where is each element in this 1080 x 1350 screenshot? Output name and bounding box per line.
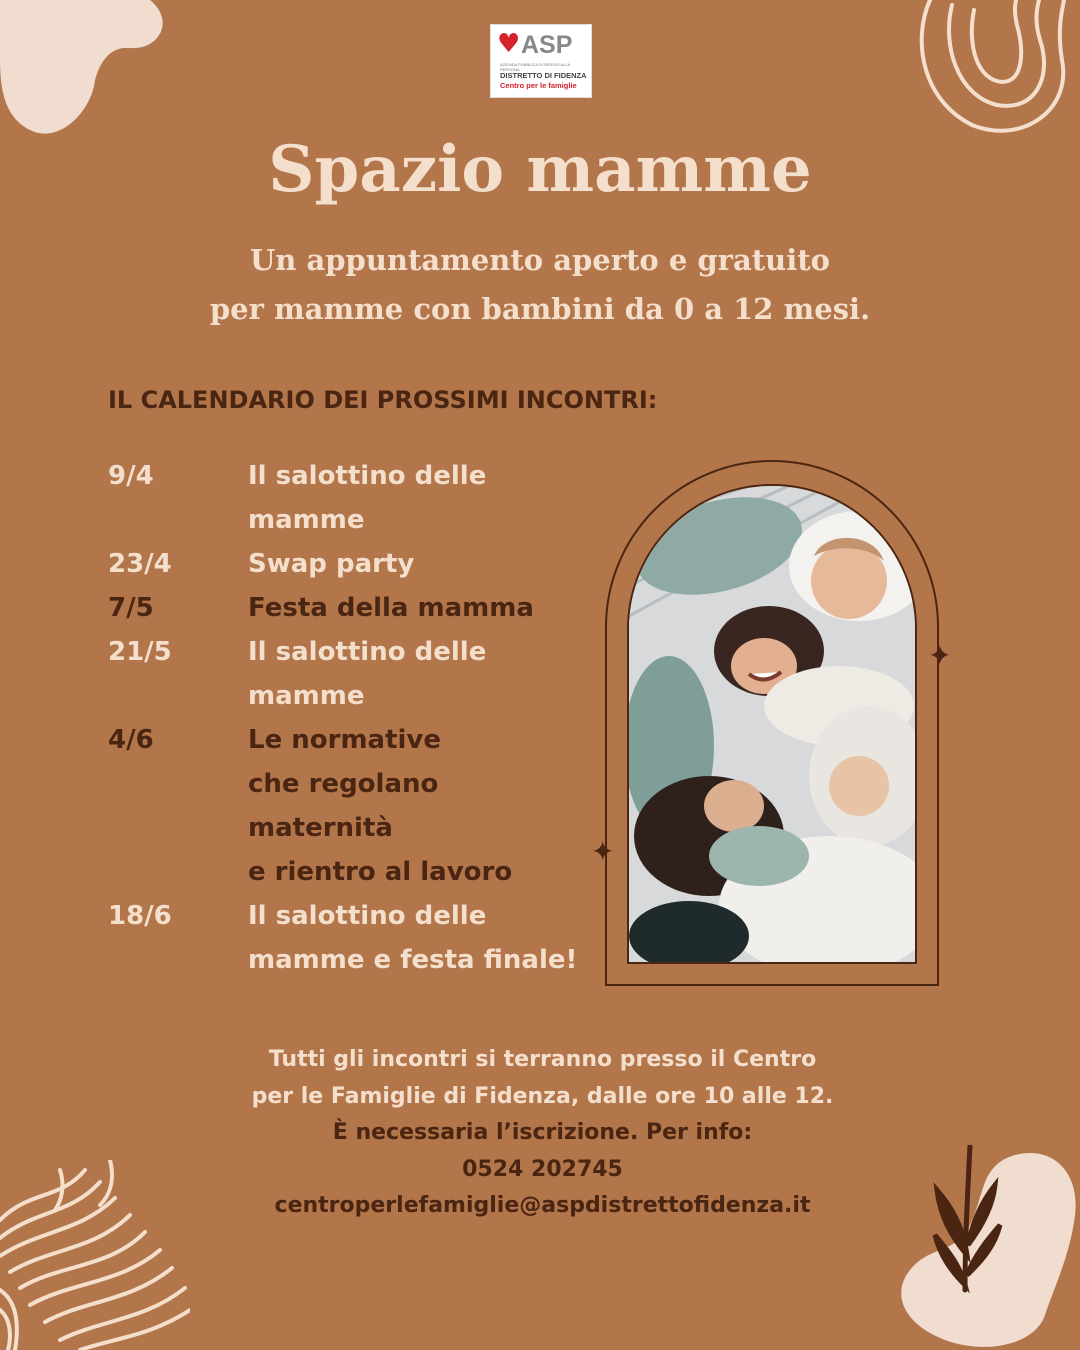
schedule-date-spacer <box>108 938 248 982</box>
subtitle-line: per mamme con bambini da 0 a 12 mesi. <box>209 292 871 326</box>
info-line: È necessaria l’iscrizione. Per info: <box>332 1120 753 1145</box>
schedule-row <box>108 542 598 586</box>
schedule-event: Il salottino delle <box>248 901 487 931</box>
top-right-swirl <box>912 0 1080 140</box>
schedule-date-spacer <box>108 762 248 806</box>
info-line: 0524 202745 <box>462 1156 623 1182</box>
schedule-date-spacer <box>108 674 248 718</box>
schedule-event: maternità <box>248 813 393 843</box>
schedule-row <box>108 498 598 542</box>
schedule-event: che regolano <box>248 769 439 799</box>
schedule-event: mamme e festa finale! <box>248 945 578 975</box>
schedule-row <box>108 586 598 630</box>
photo-illustration <box>629 486 917 964</box>
logo-center: Centro per le famiglie <box>500 81 577 90</box>
schedule-row <box>108 630 598 674</box>
schedule-event: Il salottino delle <box>248 637 487 667</box>
logo-tagline: AZIENDA PUBBLICA DI SERVIZI ALLA PERSONA <box>500 62 570 72</box>
schedule-date: 9/4 <box>108 461 154 491</box>
schedule-event: mamme <box>248 681 365 711</box>
logo-district: DISTRETTO DI FIDENZA <box>500 71 587 80</box>
schedule-row <box>108 894 598 938</box>
schedule-date-spacer <box>108 498 248 542</box>
info-line: per le Famiglie di Fidenza, dalle ore 10 alle 12. <box>251 1083 834 1109</box>
sparkle-icon: ✦ <box>928 639 952 672</box>
mothers-babies-photo <box>627 484 917 964</box>
schedule-date: 21/5 <box>108 637 172 667</box>
schedule-row <box>108 454 598 498</box>
schedule-row <box>108 674 598 718</box>
info-block <box>0 1042 1080 1225</box>
sparkle-icon: ✦ <box>591 835 615 868</box>
page-title: Spazio mamme <box>268 132 812 207</box>
schedule-date: 23/4 <box>108 549 172 579</box>
info-line: centroperlefamiglie@aspdistrettofidenza.it <box>274 1193 811 1218</box>
info-line: Tutti gli incontri si terranno presso il Centro <box>268 1047 817 1072</box>
schedule-row <box>108 762 598 806</box>
schedule-row <box>108 718 598 762</box>
schedule-event: Il salottino delle <box>248 461 487 491</box>
schedule-event: Swap party <box>248 549 415 579</box>
schedule-row <box>108 938 598 982</box>
schedule-event: e rientro al lavoro <box>248 857 513 887</box>
schedule-event: Le normative <box>248 725 442 755</box>
schedule-date-spacer <box>108 806 248 850</box>
schedule-date: 4/6 <box>108 725 154 755</box>
calendar-heading: IL CALENDARIO DEI PROSSIMI INCONTRI: <box>108 386 658 414</box>
schedule-event: Festa della mamma <box>248 593 534 623</box>
schedule-row <box>108 806 598 850</box>
schedule-row <box>108 850 598 894</box>
heart-logo-icon: ♥ <box>497 29 521 59</box>
schedule-date: 18/6 <box>108 901 172 931</box>
schedule-list <box>108 454 598 982</box>
schedule-date-spacer <box>108 850 248 894</box>
asp-logo <box>490 24 592 98</box>
schedule-event: mamme <box>248 505 365 535</box>
logo-brand: ASP <box>521 31 573 59</box>
subtitle-line: Un appuntamento aperto e gratuito <box>250 243 830 277</box>
top-left-blob <box>0 0 170 140</box>
subtitle <box>0 236 1080 334</box>
schedule-date: 7/5 <box>108 593 154 623</box>
